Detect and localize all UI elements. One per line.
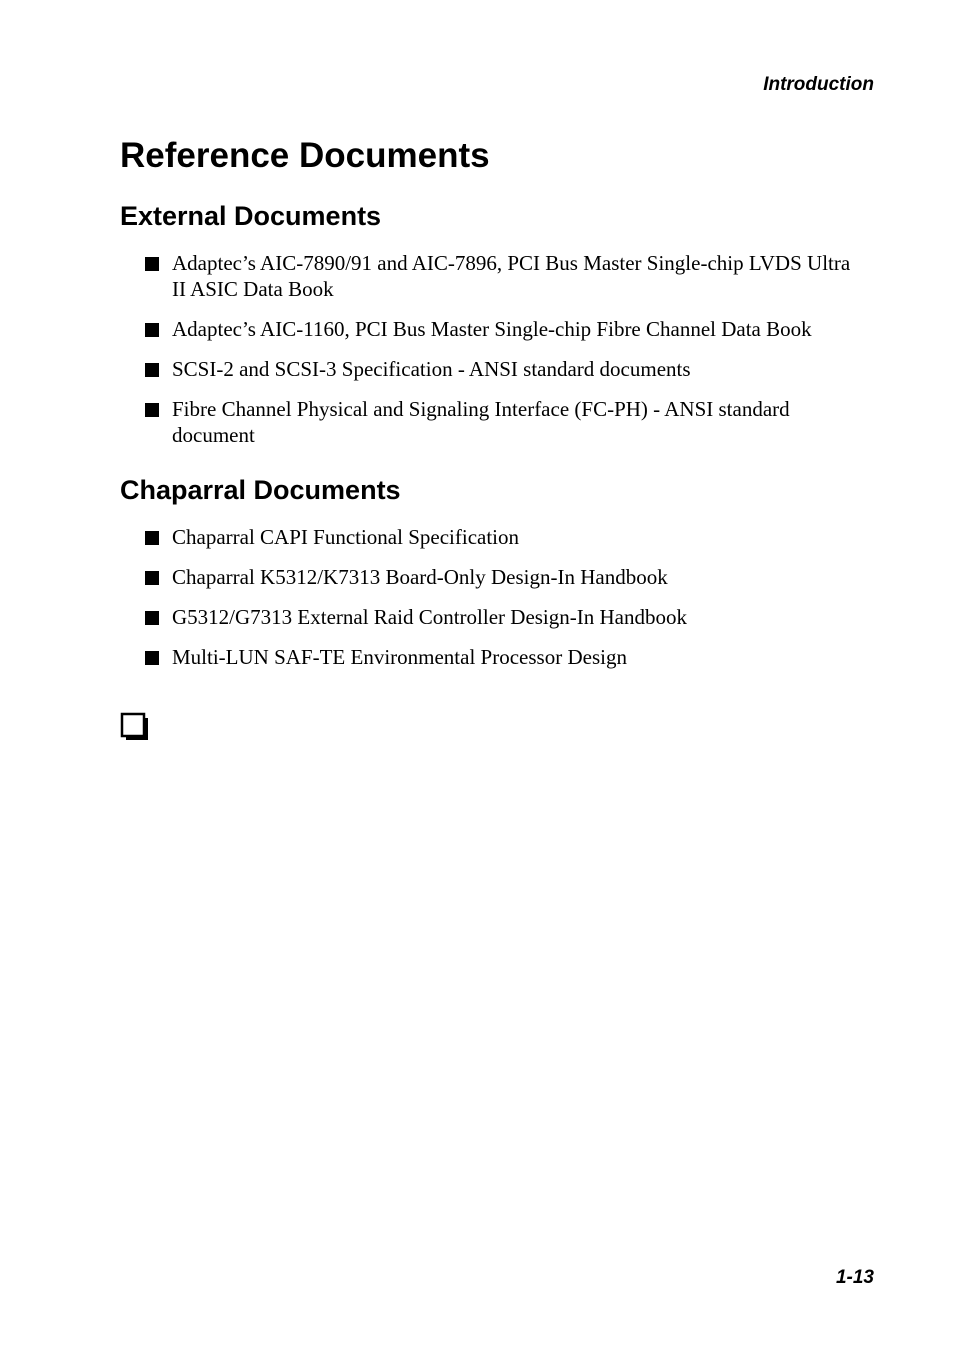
list-item-text: SCSI-2 and SCSI-3 Specification - ANSI standard documents <box>172 357 691 381</box>
page-number: 1-13 <box>835 1267 874 1288</box>
list-item-text: Chaparral K5312/K7313 Board-Only Design-In Handbook <box>172 565 668 589</box>
list-item <box>145 524 865 550</box>
list-item <box>145 604 865 630</box>
chaparral-documents-heading: Chaparral Documents <box>120 475 401 505</box>
list-item <box>145 564 865 590</box>
square-bullet-icon <box>145 531 159 545</box>
square-bullet-icon <box>145 257 159 271</box>
external-documents-heading: External Documents <box>120 201 382 231</box>
list-item-text: Multi-LUN SAF-TE Environmental Processor Design <box>172 645 627 669</box>
list-item <box>145 250 865 302</box>
square-bullet-icon <box>145 611 159 625</box>
list-item-text: Adaptec’s AIC-7890/91 and AIC-7896, PCI Bus Master Single-chip LVDS Ultra II ASIC Data Book <box>172 251 851 301</box>
square-bullet-icon <box>145 403 159 417</box>
page-title: Reference Documents <box>120 136 490 175</box>
list-item-text: Chaparral CAPI Functional Specification <box>172 525 520 549</box>
square-bullet-icon <box>145 571 159 585</box>
square-bullet-icon <box>145 651 159 665</box>
chaparral-documents-list <box>145 524 865 684</box>
list-item-text: Adaptec’s AIC-1160, PCI Bus Master Single-chip Fibre Channel Data Book <box>172 317 812 341</box>
list-item <box>145 644 865 670</box>
list-item-text: G5312/G7313 External Raid Controller Design-In Handbook <box>172 605 687 629</box>
list-item <box>145 396 865 448</box>
square-bullet-icon <box>145 363 159 377</box>
square-bullet-icon <box>145 323 159 337</box>
running-header: Introduction <box>763 74 874 95</box>
end-of-section-box-icon <box>120 712 150 742</box>
list-item-text: Fibre Channel Physical and Signaling Interface (FC-PH) - ANSI standard document <box>172 397 790 447</box>
external-documents-list <box>145 250 865 462</box>
list-item <box>145 356 865 382</box>
list-item <box>145 316 865 342</box>
